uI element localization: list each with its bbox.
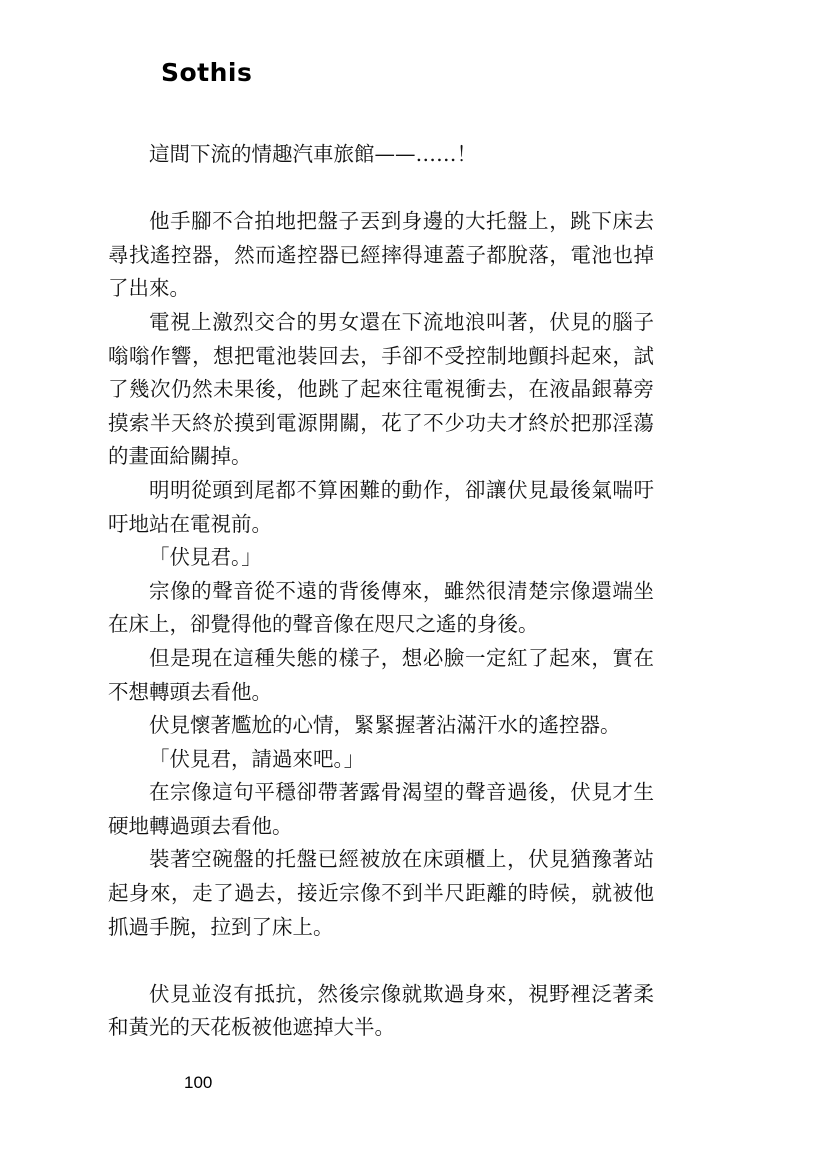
paragraph: 在宗像這句平穩卻帶著露骨渴望的聲音過後，伏見才生硬地轉過頭去看他。	[108, 780, 654, 838]
page-number: 100	[184, 1073, 213, 1092]
paragraph: 這間下流的情趣汽車旅館——……！	[149, 142, 477, 166]
paragraph-gap	[108, 172, 654, 206]
paragraph: 明明從頭到尾都不算困難的動作，卻讓伏見最後氣喘吁吁地站在電視前。	[108, 477, 654, 536]
paragraph: 裝著空碗盤的托盤已經被放在床頭櫃上，伏見猶豫著站起身來，走了過去，接近宗像不到半尺距離的時候，就被他抓過手腕，拉到了床上。	[108, 847, 654, 939]
paragraph: 宗像的聲音從不遠的背後傳來，雖然很清楚宗像還端坐在床上，卻覺得他的聲音像在咫尺之遙的身後。	[108, 578, 654, 637]
paragraph: 「伏見君，請過來吧。」	[149, 746, 365, 771]
paragraph: 伏見懷著尷尬的心情，緊緊握著沾滿汗水的遙控器。	[149, 713, 621, 738]
header-title: Sothis	[161, 58, 253, 87]
paragraph: 「伏見君。」	[149, 545, 262, 570]
paragraph: 伏見並沒有抵抗，然後宗像就欺過身來，視野裡泛著柔和黃光的天花板被他遮掉大半。	[108, 981, 654, 1040]
paragraph-gap	[108, 944, 654, 978]
paragraph: 電視上激烈交合的男女還在下流地浪叫著，伏見的腦子嗡嗡作響，想把電池裝回去，手卻不受控制地顫抖起來，試了幾次仍然未果後，他跳了起來往電視衝去，在液晶銀幕旁摸索半天終於摸到電源開關，花了不少功夫才終於把那淫蕩的畫面給關掉。	[108, 309, 654, 469]
paragraph: 但是現在這種失態的樣子，想必臉一定紅了起來，實在不想轉頭去看他。	[108, 645, 654, 704]
body-text	[108, 138, 654, 1045]
paragraph: 他手腳不合拍地把盤子丟到身邊的大托盤上，跳下床去尋找遙控器，然而遙控器已經摔得連蓋子都脫落，電池也掉了出來。	[108, 209, 654, 301]
